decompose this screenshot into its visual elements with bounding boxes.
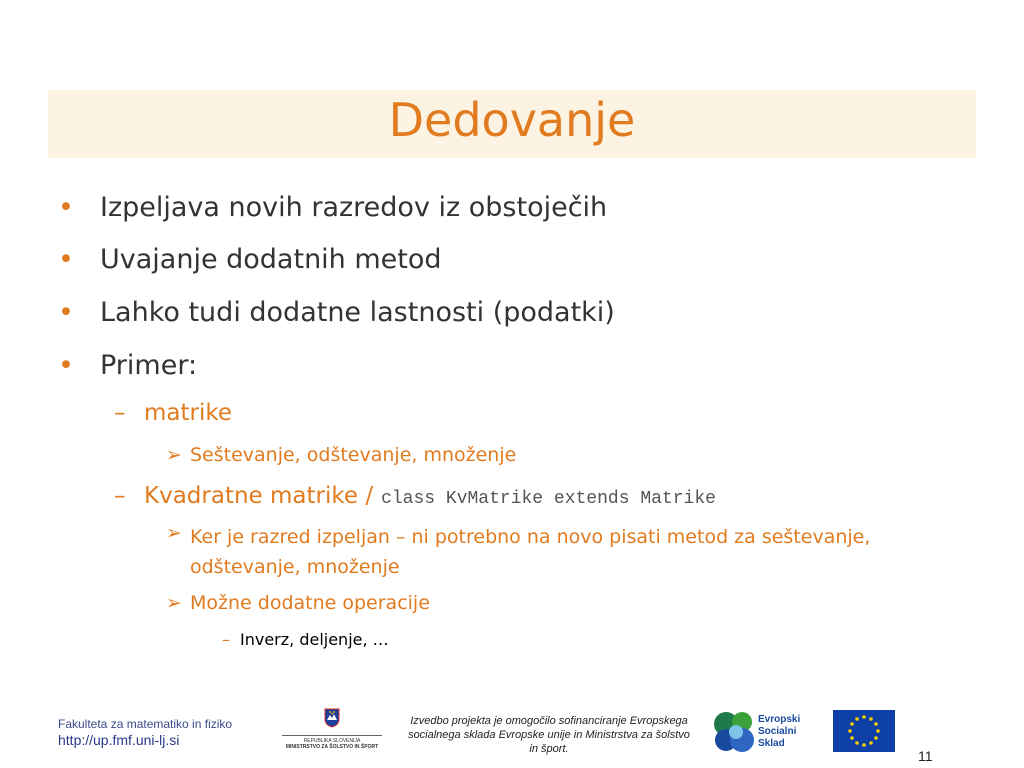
dash-marker: – — [114, 400, 126, 426]
sub-item-text: matrike — [144, 400, 233, 426]
sub-sub-item-text: Ker je razred izpeljan – ni potrebno na novo pisati metod za seštevanje, odštevanje, množenje — [190, 526, 871, 578]
bullet-text: Lahko tudi dodatne lastnosti (podatki) — [100, 297, 615, 328]
dash-marker: – — [114, 483, 126, 509]
esf-line-3: Sklad — [758, 738, 785, 749]
bullet-3 — [58, 297, 615, 328]
level4-item-text: Inverz, deljenje, … — [240, 630, 389, 649]
sub-sub-item-operations — [166, 444, 516, 466]
ministry-logo — [282, 708, 382, 754]
arrow-marker: ➢ — [166, 592, 182, 614]
bullet-marker: • — [58, 297, 74, 328]
page-number: 11 — [918, 748, 933, 764]
esf-logo — [712, 710, 812, 754]
funding-note: Izvedbo projekta je omogočilo sofinanciranje Evropskega socialnega sklada Evropske unije in Ministrstva za šolstvo in šport. — [408, 715, 690, 755]
eu-stars-icon — [833, 710, 895, 752]
bullet-1 — [58, 192, 607, 223]
bullet-2 — [58, 244, 442, 275]
esf-text — [758, 714, 800, 750]
dash-marker: – — [222, 630, 230, 649]
esf-line-1: Evropski — [758, 714, 801, 725]
code-snippet: class KvMatrike extends Matrike — [381, 489, 716, 509]
sub-item-kvadratne — [114, 483, 716, 509]
bullet-4 — [58, 350, 197, 381]
bullet-text: Uvajanje dodatnih metod — [100, 244, 442, 275]
sub-sub-item-text: Seštevanje, odštevanje, množenje — [190, 444, 517, 466]
sub-sub-item-inherited — [166, 522, 950, 582]
bullet-marker: • — [58, 244, 74, 275]
ministry-text — [282, 735, 382, 750]
bullet-marker: • — [58, 350, 74, 381]
sub-item-text: Kvadratne matrike / — [144, 483, 374, 509]
footer-faculty — [58, 716, 232, 748]
esf-emblem-icon — [712, 710, 756, 754]
bullet-text: Izpeljava novih razredov iz obstoječih — [100, 192, 608, 223]
slovenia-crest-icon — [324, 708, 340, 728]
arrow-marker: ➢ — [166, 522, 182, 544]
slide-title: Dedovanje — [388, 93, 636, 147]
arrow-marker: ➢ — [166, 444, 182, 466]
sub-sub-item-additional — [166, 592, 430, 614]
ministry-line-1: REPUBLIKA SLOVENIJA — [303, 738, 361, 744]
bullet-marker: • — [58, 192, 74, 223]
ministry-line-2: MINISTRSTVO ZA ŠOLSTVO IN ŠPORT — [285, 744, 379, 750]
sub-sub-item-text: Možne dodatne operacije — [190, 592, 430, 614]
faculty-name: Fakulteta za matematiko in fiziko — [58, 717, 233, 731]
level4-item-inverse — [222, 630, 389, 649]
eu-flag — [833, 710, 895, 752]
bullet-text: Primer: — [100, 350, 198, 381]
esf-line-2: Socialni — [758, 726, 797, 737]
sub-item-matrike — [114, 400, 232, 426]
faculty-url-link[interactable]: http://up.fmf.uni-lj.si — [58, 732, 180, 748]
